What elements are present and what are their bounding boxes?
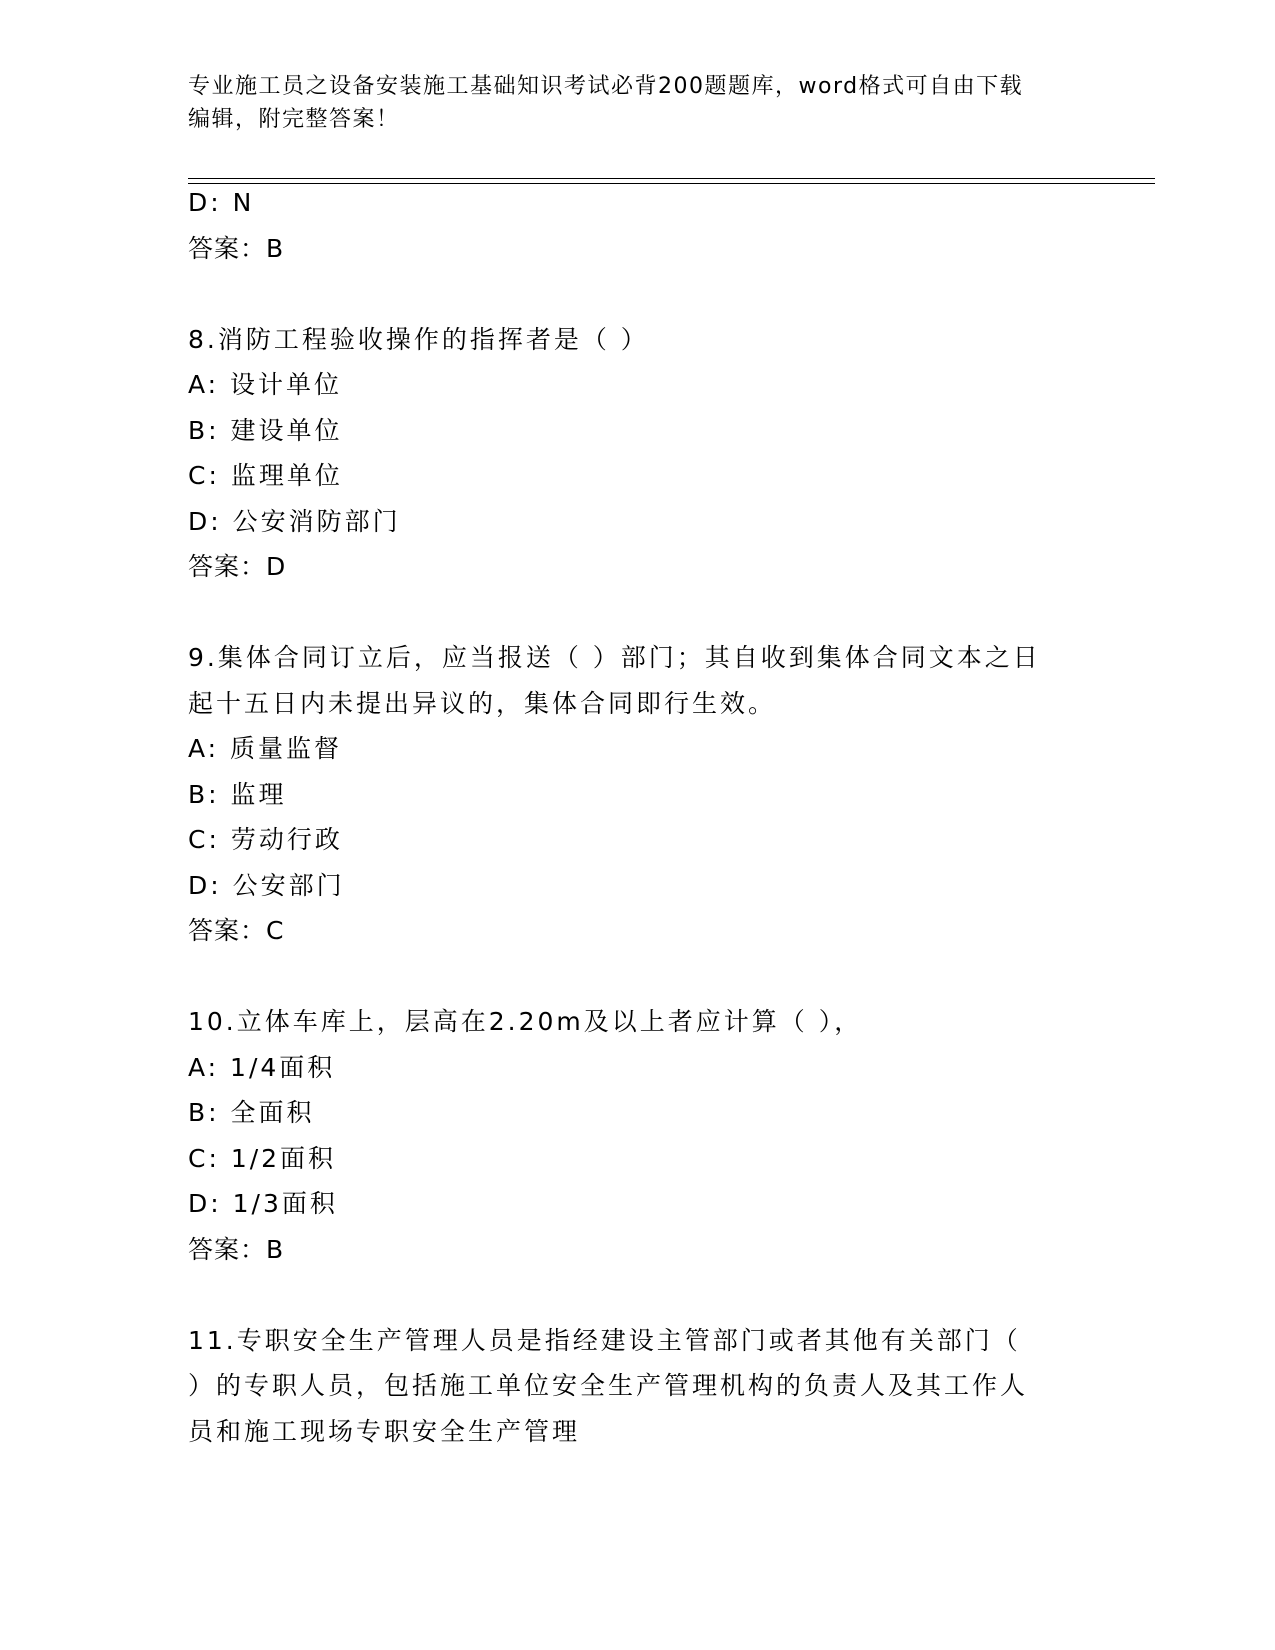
answer-line: 答案：C <box>188 916 285 945</box>
question-block-9 <box>188 635 1088 954</box>
option-d: D: 公安部门 <box>188 870 345 900</box>
blank-line <box>188 954 1088 1000</box>
answer-line: 答案：D <box>188 552 287 581</box>
option-b: B: 监理 <box>188 779 287 809</box>
header-divider-top <box>188 178 1155 179</box>
option-a: A: 1/4面积 <box>188 1052 336 1082</box>
option-a: A: 质量监督 <box>188 734 343 763</box>
question-stem-continued: 员和施工现场专职安全生产管理 <box>188 1416 581 1446</box>
option-c: C: 监理单位 <box>188 461 343 490</box>
question-stem: 8.消防工程验收操作的指挥者是（ ） <box>188 324 649 354</box>
blank-line <box>188 1272 1088 1318</box>
answer-line: 答案：B <box>188 233 285 263</box>
option-b: B: 建设单位 <box>188 415 343 445</box>
option-c: C: 劳动行政 <box>188 825 343 854</box>
option-b: B: 全面积 <box>188 1098 315 1127</box>
question-stem: 10.立体车库上，层高在2.20m及以上者应计算（ ）， <box>188 1007 863 1036</box>
question-block-10 <box>188 999 1088 1272</box>
question-stem: 11.专职安全生产管理人员是指经建设主管部门或者其他有关部门（ <box>188 1325 1021 1355</box>
header-title-line-1: 专业施工员之设备安装施工基础知识考试必背200题题库，word格式可自由下载 <box>188 74 1024 99</box>
page-header <box>188 70 1088 136</box>
option-c: C: 1/2面积 <box>188 1143 337 1173</box>
header-title-line-2: 编辑，附完整答案！ <box>188 107 400 132</box>
blank-line <box>188 590 1088 636</box>
option-a: A: 设计单位 <box>188 370 343 399</box>
question-stem-continued: ）的专职人员，包括施工单位安全生产管理机构的负责人及其工作人 <box>188 1371 1029 1400</box>
document-body <box>188 180 1088 1454</box>
question-block-11 <box>188 1318 1088 1455</box>
blank-line <box>188 271 1088 317</box>
option-d: D: 1/3面积 <box>188 1189 338 1218</box>
question-stem: 9.集体合同订立后，应当报送（ ）部门；其自收到集体合同文本之日 <box>188 643 1041 672</box>
answer-line: 答案：B <box>188 1234 285 1264</box>
option-line: D: N <box>188 188 255 217</box>
question-block-8 <box>188 317 1088 590</box>
option-d: D: 公安消防部门 <box>188 506 401 536</box>
question-stem-continued: 起十五日内未提出异议的，集体合同即行生效。 <box>188 688 777 718</box>
